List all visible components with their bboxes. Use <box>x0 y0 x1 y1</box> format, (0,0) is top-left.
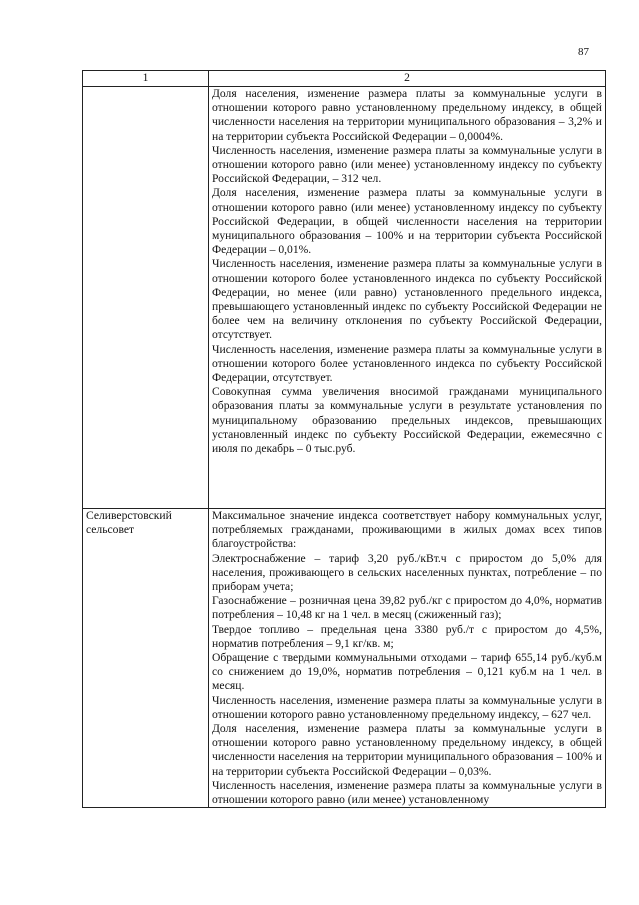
municipality-cell <box>83 87 209 509</box>
municipality-cell: Селиверстовский сельсовет <box>83 509 209 808</box>
paragraph: Численность населения, изменение размера платы за коммунальные услуги в отношении которого более установленного индекса по субъекту Российской Федерации, но менее (или равно) установленного предельного индекса, превышающего установленный индекс по субъекту Российской Федерации не более чем на величину отклонения по субъекту Российской Федерации, отсутствует. <box>212 257 602 342</box>
paragraph: Электроснабжение – тариф 3,20 руб./кВт.ч с приростом до 5,0% для населения, проживающего в сельских населенных пунктах, потребление – по приборам учета; <box>212 551 602 594</box>
paragraph: Обращение с твердыми коммунальными отходами – тариф 655,14 руб./куб.м со снижением до 19,0%, норматив потребления – 0,121 куб.м на 1 чел. в месяц. <box>212 651 602 693</box>
paragraph: Численность населения, изменение размера платы за коммунальные услуги в отношении которого более установленного индекса по субъекту Российской Федерации, отсутствует. <box>212 342 602 385</box>
paragraph: Численность населения, изменение размера платы за коммунальные услуги в отношении которого равно установленному предельному индексу, – 627 чел. <box>212 693 602 721</box>
description-cell <box>209 87 606 509</box>
column-header-2: 2 <box>209 71 606 87</box>
paragraph: Газоснабжение – розничная цена 39,82 руб./кг с приростом до 4,0%, норматив потребления – 10,48 кг на 1 чел. в месяц (сжиженный газ); <box>212 594 602 622</box>
column-header-1: 1 <box>83 71 209 87</box>
table-header-row <box>83 71 606 87</box>
table-row <box>83 509 606 808</box>
paragraph: Доля населения, изменение размера платы за коммунальные услуги в отношении которого равно (или менее) установленному индексу по субъекту Российской Федерации, в общей численности населения на территории муниципального образования – 100% и на территории субъекта Российской Федерации – 0,01%. <box>212 186 602 257</box>
paragraph: Доля населения, изменение размера платы за коммунальные услуги в отношении которого равно установленному предельному индексу, в общей численности населения на территории муниципального образования – 3,2% и на территории субъекта Российской Федерации – 0,0004%. <box>212 87 602 143</box>
paragraph: Численность населения, изменение размера платы за коммунальные услуги в отношении которого равно (или менее) установленному индексу по субъекту Российской Федерации, – 312 чел. <box>212 143 602 186</box>
paragraph: Максимальное значение индекса соответствует набору коммунальных услуг, потребляемых гражданами, проживающими в жилых домах всех типов благоустройства: <box>212 509 602 551</box>
paragraph: Совокупная сумма увеличения вносимой гражданами муниципального образования платы за коммунальные услуги в результате установления по муниципальному образованию предельных индексов, превышающих установленный индекс по субъекту Российской Федерации, ежемесячно с июля по декабрь – 0 тыс.руб. <box>212 385 602 456</box>
paragraph: Доля населения, изменение размера платы за коммунальные услуги в отношении которого равно установленному предельному индексу, в общей численности населения на территории муниципального образования – 100% и на территории субъекта Российской Федерации – 0,03%. <box>212 722 602 778</box>
paragraph: Численность населения, изменение размера платы за коммунальные услуги в отношении которого равно (или менее) установленному <box>212 778 602 807</box>
description-cell <box>209 509 606 808</box>
page-number: 87 <box>578 46 589 58</box>
paragraph: Твердое топливо – предельная цена 3380 руб./т с приростом до 4,5%, норматив потребления – 9,1 кг/кв. м; <box>212 622 602 650</box>
table-row <box>83 87 606 509</box>
data-table <box>82 70 606 808</box>
